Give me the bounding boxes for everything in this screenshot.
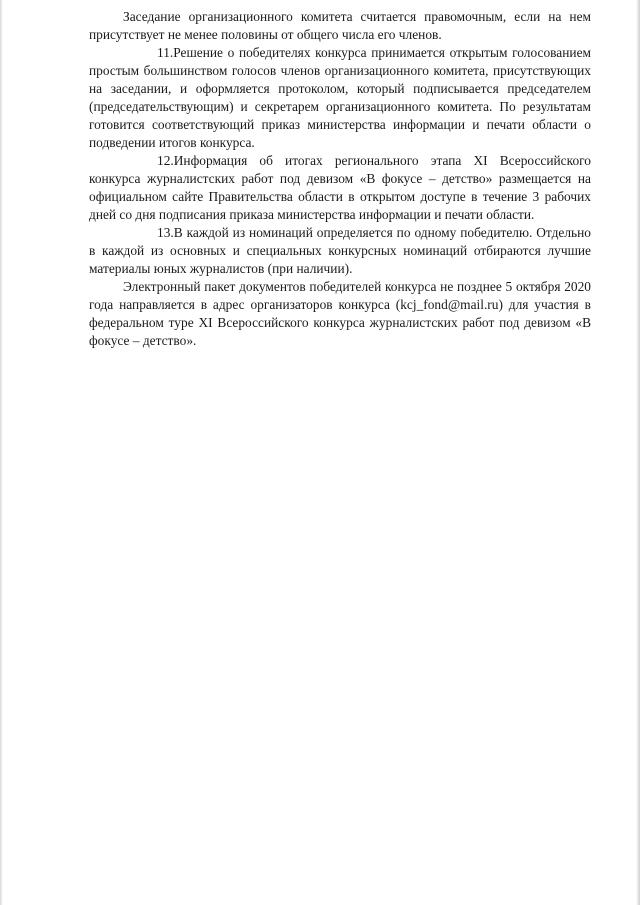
paragraph-text: Решение о победителях конкурса принимается открытым голосованием простым большинством голосов членов организационного комитета, присутствующих на заседании, и оформляется протоколом, который подписывается председателем (председательствующим) и секретарем организационного комитета. По результатам готовится соответствующий приказ министерства информации и печати области о подведении итогов конкурса. bbox=[89, 45, 591, 150]
paragraph-12-results-info bbox=[89, 152, 591, 224]
paragraph-quorum bbox=[89, 8, 591, 44]
document-body bbox=[89, 8, 591, 350]
paragraph-number: 11. bbox=[157, 45, 174, 60]
paragraph-number: 13. bbox=[157, 225, 174, 240]
paragraph-text: В каждой из номинаций определяется по одному победителю. Отдельно в каждой из основных и специальных конкурсных номинаций отбираются лучшие материалы юных журналистов (при наличии). bbox=[89, 225, 591, 276]
paragraph-11-decision bbox=[89, 44, 591, 152]
paragraph-13-nominations bbox=[89, 224, 591, 278]
paragraph-number: 12. bbox=[157, 153, 174, 168]
scan-edge-left bbox=[0, 0, 3, 905]
paragraph-electronic-package bbox=[89, 278, 591, 350]
scan-edge-right bbox=[636, 0, 640, 905]
paragraph-text: Электронный пакет документов победителей конкурса не позднее 5 октября 2020 года направляется в адрес организаторов конкурса (kcj_fond@mail.ru) для участия в федеральном туре XI Всероссийского конкурса журналистских работ под девизом «В фокусе – детство». bbox=[89, 279, 591, 348]
paragraph-text: Информация об итогах регионального этапа XI Всероссийского конкурса журналистских работ под девизом «В фокусе – детство» размещается на официальном сайте Правительства области в открытом доступе в течение 3 рабочих дней со дня подписания приказа министерства информации и печати области. bbox=[89, 153, 591, 222]
paragraph-text: Заседание организационного комитета считается правомочным, если на нем присутствует не менее половины от общего числа его членов. bbox=[89, 9, 591, 42]
